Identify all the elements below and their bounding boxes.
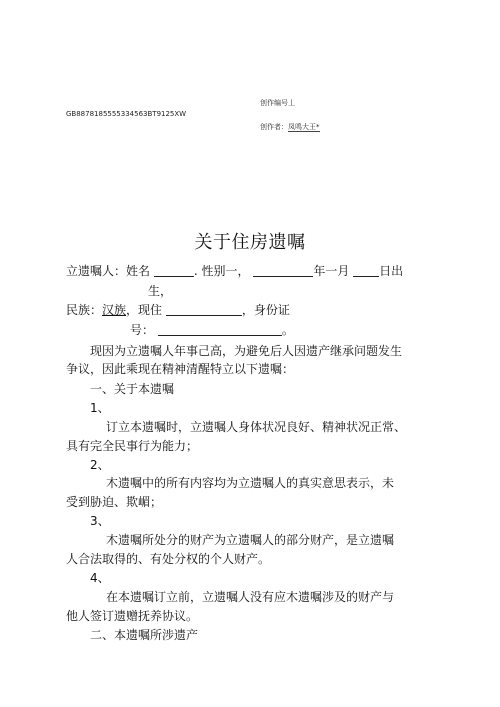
item-number: 1、 (90, 401, 110, 415)
day-blank (353, 264, 379, 277)
address-label: ，现住 (126, 303, 163, 317)
testator-line-2-cont (130, 321, 294, 338)
intro-line-2: 争议，因此乘现在精神清醒特立以下遗嘱： (66, 362, 295, 376)
name-label: 立遗嘱人：姓名 (66, 264, 151, 278)
ethnicity-value: 汉族 (102, 303, 127, 317)
year-month-label: 年一月 (313, 264, 350, 278)
testator-line-1 (66, 262, 403, 279)
author-code: 创作编号丄 (260, 99, 295, 107)
author-line (260, 122, 320, 132)
item-line: 他人签订遗赠抚养协议。 (66, 609, 199, 623)
item-number: 2、 (90, 458, 110, 472)
day-label: 日出 (379, 264, 404, 278)
section-heading: 二、本遗嘱所涉遗产 (90, 628, 199, 642)
gender-label: . 性别一， (193, 264, 250, 278)
item-line: 木遗嘱所处分的财产为立遗嘱人的部分财产，是立遗嘱 (106, 533, 395, 547)
address-blank (166, 303, 242, 316)
item-line: 木遗嘱中的所有内容均为立遗嘱人的真实意思表示，未 (106, 476, 395, 490)
id-label-cont: 号： (130, 323, 155, 337)
intro-line-1: 现因为立遗嘱人年事己高，为避免后人因遗产继承问题发生 (90, 344, 403, 358)
item-line: 订立本遗嘱时，立遗嘱人身体状况良好、精神状况正常、 (106, 420, 407, 434)
item-line: 受到胁迫、欺嵋； (66, 495, 163, 509)
item-number: 3、 (90, 514, 110, 528)
year-blank (253, 264, 313, 277)
author-label: 创作者： (260, 123, 288, 131)
document-code: GB8878185555334563BT9125XW (66, 110, 187, 118)
item-line: 人合法取得的、有处分权的个人财产。 (66, 552, 271, 566)
ethnicity-label: 民族： (66, 303, 103, 317)
item-number: 4、 (90, 571, 110, 585)
testator-line-2 (66, 301, 290, 318)
testator-line-1-cont: 生， (148, 284, 173, 298)
item-line: 具有完全民事行为能力； (66, 439, 199, 453)
author-name: 凤鸣大王* (288, 123, 320, 131)
section-heading: 一、关于本遗嘱 (90, 382, 175, 396)
name-blank (154, 264, 194, 277)
document-title: 关于住房遗嘱 (194, 232, 306, 253)
id-blank (158, 323, 282, 336)
item-line: 在本遗嘱订立前，立遗嘱人没有应木遗嘱涉及的财产与 (106, 590, 395, 604)
id-label: ，身份证 (241, 303, 290, 317)
id-end: 。 (281, 323, 294, 337)
